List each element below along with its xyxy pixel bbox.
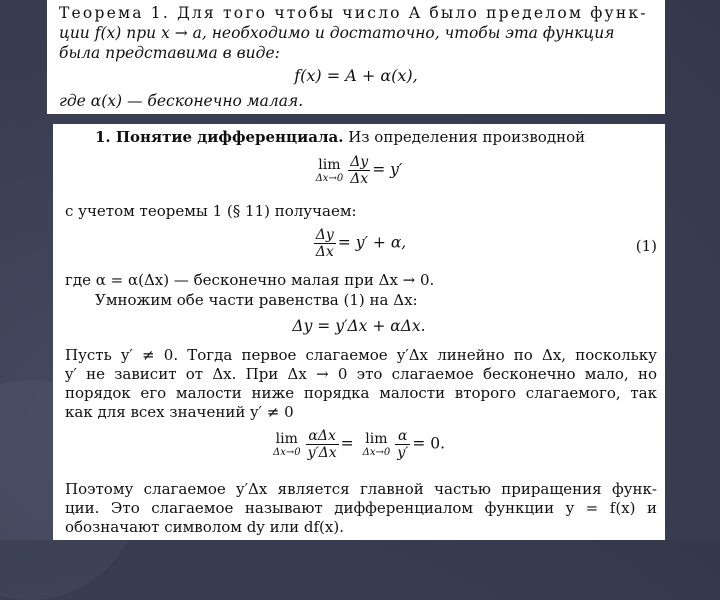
limit-operator-3: lim Δx→0 xyxy=(362,430,391,458)
equals-sign: = xyxy=(340,434,354,453)
fraction-alpha-y: $\frac{\alpha}{y'}$ xyxy=(397,428,409,461)
equation-end: = 0. xyxy=(412,434,446,453)
paragraph-1-line-1: Пусть y′ ≠ 0. Тогда первое слагаемое y′Δx линейно по Δx, поскольку xyxy=(65,346,657,364)
equation-increment: Δy = y′Δx + αΔx. xyxy=(292,317,426,335)
equation-limit-ratio xyxy=(53,428,665,461)
equation-derivative-limit xyxy=(53,154,665,187)
theorem-formula: f(x) = A + α(x), xyxy=(294,66,418,85)
theorem-text-1: Теорема 1. Для того чтобы число A было пределом функ- xyxy=(59,4,648,22)
fraction-alpha-dx: $\frac{\text{αΔx}}{y'\Delta x}$ xyxy=(307,428,337,461)
paragraph-2-line-3: обозначают символом dy или df(x). xyxy=(65,518,344,536)
paragraph-1-line-4: как для всех значений y′ ≠ 0 xyxy=(65,403,294,421)
section-heading-line xyxy=(95,128,585,146)
theorem-panel xyxy=(47,0,665,114)
paragraph-2-line-2: ции. Это слагаемое называют дифференциалом функции y = f(x) и xyxy=(65,499,657,517)
equation-rhs: = y′ xyxy=(372,160,403,179)
limit-operator: lim Δx→0 xyxy=(315,156,344,184)
equation-1 xyxy=(53,227,665,260)
limit-operator-2: lim Δx→0 xyxy=(272,430,301,458)
paragraph-2-line-1: Поэтому слагаемое y′Δx является главной частью приращения функ- xyxy=(65,480,657,498)
differential-panel xyxy=(53,124,665,540)
theorem-line-3: была представима в виде: xyxy=(59,44,280,62)
fraction-dy-dx-2: $\frac{\Delta y}{\Delta x}$ xyxy=(315,227,334,260)
paragraph-1-line-2: y′ не зависит от Δx. При Δx → 0 это слагаемое бесконечно мало, но xyxy=(65,365,657,383)
paragraph-1-line-3: порядок его малости ниже порядка малости второго слагаемого, так xyxy=(65,384,657,402)
text-alpha-infinitesimal: где α = α(Δx) — бесконечно малая при Δx → 0. xyxy=(65,271,435,289)
theorem-line-1 xyxy=(59,4,648,22)
text-multiply: Умножим обе части равенства (1) на Δx: xyxy=(95,291,418,309)
theorem-line-4: где α(x) — бесконечно малая. xyxy=(59,92,304,110)
theorem-line-2: ции f(x) при x → a, необходимо и достаточно, чтобы эта функция xyxy=(59,24,615,42)
equation-1-rhs: = y′ + α, xyxy=(337,233,407,252)
text-theorem-reference: с учетом теоремы 1 (§ 11) получаем: xyxy=(65,202,357,220)
section-heading: 1. Понятие дифференциала. xyxy=(95,128,344,146)
equation-number: (1) xyxy=(635,237,657,255)
section-heading-rest: Из определения производной xyxy=(348,128,586,146)
fraction-dy-dx: $\frac{\Delta y}{\Delta x}$ xyxy=(350,154,369,187)
